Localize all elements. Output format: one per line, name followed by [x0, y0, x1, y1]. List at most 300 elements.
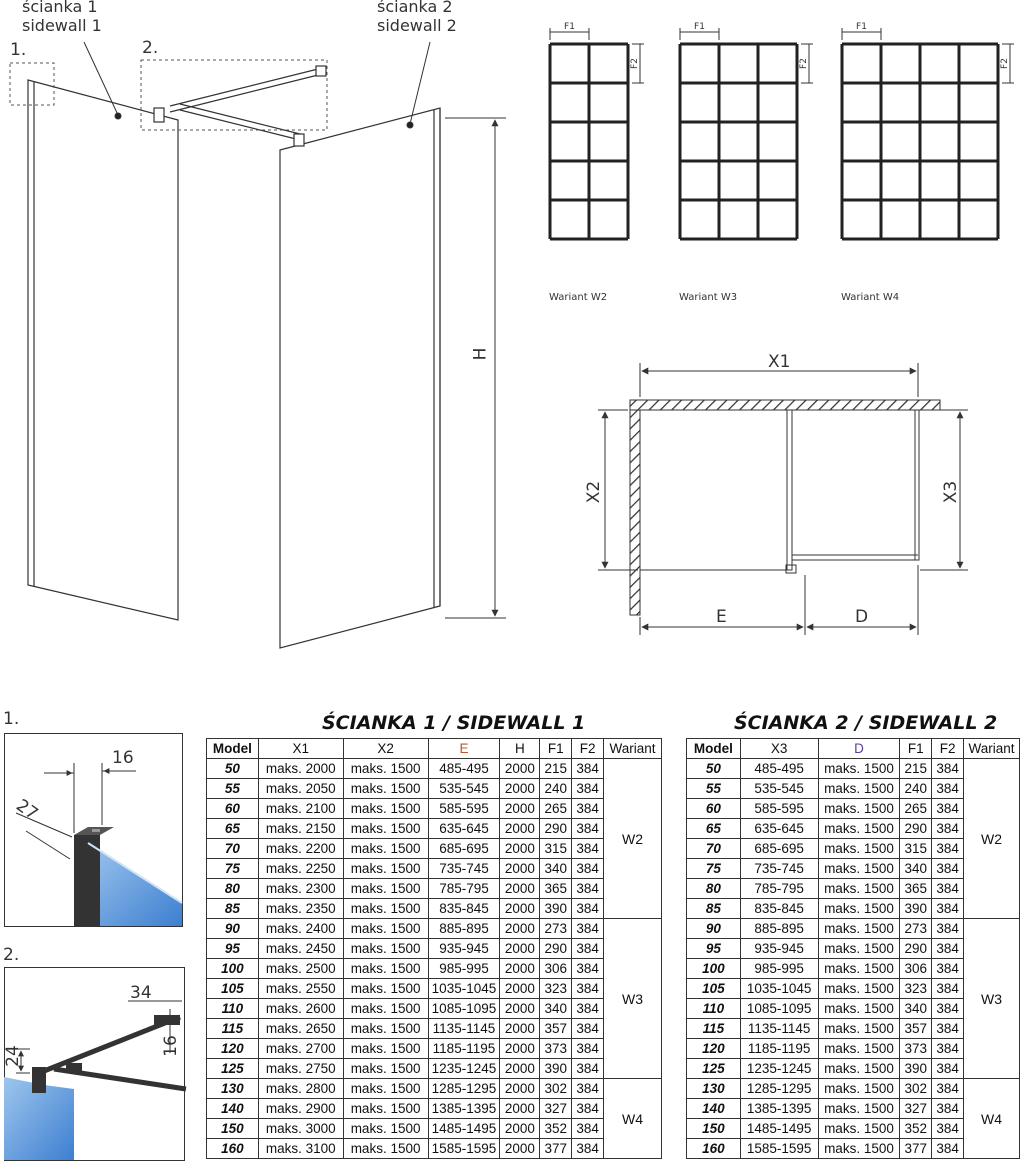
detail-2-dim-b: 24 [2, 1045, 23, 1067]
model-cell: 70 [207, 839, 259, 859]
sidewall-1-label-pl: ścianka 1 [22, 0, 98, 16]
model-cell: 110 [207, 999, 259, 1019]
model-cell: 95 [207, 939, 259, 959]
value-cell: 384 [572, 999, 604, 1019]
detail-2-box [141, 60, 327, 130]
value-cell: 384 [572, 1099, 604, 1119]
table-row [207, 1059, 662, 1079]
table-row [207, 839, 662, 859]
header-f2: F2 [572, 739, 604, 759]
value-cell: 384 [572, 839, 604, 859]
value-cell: 384 [932, 999, 964, 1019]
value-cell: 357 [540, 1019, 572, 1039]
model-cell: 125 [687, 1059, 741, 1079]
value-cell: 2000 [500, 839, 540, 859]
model-cell: 130 [687, 1079, 741, 1099]
value-cell: 835-845 [740, 899, 818, 919]
header-x3: X3 [740, 739, 818, 759]
value-cell: 2000 [500, 799, 540, 819]
model-cell: 110 [687, 999, 741, 1019]
variant-w2-label: Wariant W2 [549, 292, 608, 303]
value-cell: 2000 [500, 919, 540, 939]
f1-label: F1 [564, 22, 575, 32]
plan-d-label: D [855, 607, 869, 627]
value-cell: 384 [932, 979, 964, 999]
value-cell: 373 [900, 1039, 932, 1059]
value-cell: 323 [540, 979, 572, 999]
value-cell: 985-995 [428, 959, 500, 979]
header-h: H [500, 739, 540, 759]
detail-2-drawing [4, 967, 186, 1161]
sidewall-2-label-en: sidewall 2 [377, 16, 457, 35]
detail-2-dim-a: 34 [130, 983, 152, 1003]
table-row [207, 959, 662, 979]
value-cell: 1585-1595 [428, 1139, 500, 1159]
detail-1-dim-a: 16 [112, 748, 134, 768]
table-row [207, 859, 662, 879]
value-cell: maks. 1500 [343, 1059, 428, 1079]
variant-w4-label: Wariant W4 [841, 292, 900, 303]
variant-cell: W2 [604, 759, 662, 919]
value-cell: 265 [900, 799, 932, 819]
model-cell: 65 [687, 819, 741, 839]
table-row [687, 1079, 1020, 1099]
model-cell: 160 [687, 1139, 741, 1159]
detail-1-title: 1. [3, 709, 20, 729]
value-cell: 485-495 [740, 759, 818, 779]
value-cell: 635-645 [428, 819, 500, 839]
model-cell: 80 [687, 879, 741, 899]
table-row [207, 759, 662, 779]
table-row [207, 919, 662, 939]
value-cell: 390 [540, 899, 572, 919]
table-row [207, 779, 662, 799]
value-cell: 290 [540, 819, 572, 839]
value-cell: maks. 3000 [258, 1119, 343, 1139]
value-cell: 384 [572, 1059, 604, 1079]
table-row [207, 979, 662, 999]
value-cell: 384 [932, 1119, 964, 1139]
support-bars [154, 66, 326, 146]
value-cell: 384 [572, 859, 604, 879]
f1-label: F1 [694, 22, 705, 32]
value-cell: maks. 2700 [258, 1039, 343, 1059]
value-cell: maks. 3100 [258, 1139, 343, 1159]
plan-e-label: E [716, 607, 727, 627]
header-wariant: Wariant [964, 739, 1020, 759]
value-cell: maks. 1500 [343, 979, 428, 999]
value-cell: maks. 1500 [818, 799, 900, 819]
model-cell: 90 [687, 919, 741, 939]
value-cell: maks. 2500 [258, 959, 343, 979]
value-cell: maks. 2600 [258, 999, 343, 1019]
table-row [207, 1039, 662, 1059]
value-cell: 1185-1195 [740, 1039, 818, 1059]
f2-label: F2 [1000, 58, 1010, 69]
header-wariant: Wariant [604, 739, 662, 759]
table-row [207, 1019, 662, 1039]
value-cell: maks. 2100 [258, 799, 343, 819]
value-cell: 2000 [500, 1019, 540, 1039]
model-cell: 95 [687, 939, 741, 959]
model-cell: 75 [687, 859, 741, 879]
value-cell: maks. 1500 [818, 759, 900, 779]
table-row [207, 1119, 662, 1139]
left-wall [630, 410, 640, 615]
value-cell: maks. 2150 [258, 819, 343, 839]
sidewall-1-panel [28, 80, 178, 620]
value-cell: 384 [572, 1019, 604, 1039]
value-cell: 2000 [500, 1059, 540, 1079]
value-cell: 384 [572, 879, 604, 899]
value-cell: 357 [900, 1019, 932, 1039]
value-cell: 373 [540, 1039, 572, 1059]
variant-cell: W3 [964, 919, 1020, 1079]
value-cell: 377 [900, 1139, 932, 1159]
value-cell: maks. 2900 [258, 1099, 343, 1119]
value-cell: maks. 1500 [343, 1139, 428, 1159]
value-cell: 306 [900, 959, 932, 979]
sidewall-2-label-pl: ścianka 2 [377, 0, 453, 16]
value-cell: maks. 1500 [818, 819, 900, 839]
value-cell: maks. 1500 [343, 999, 428, 1019]
model-cell: 125 [207, 1059, 259, 1079]
value-cell: 302 [540, 1079, 572, 1099]
value-cell: 1285-1295 [740, 1079, 818, 1099]
model-cell: 55 [207, 779, 259, 799]
grid-wariant-w4 [842, 22, 1014, 239]
value-cell: 340 [540, 999, 572, 1019]
value-cell: 2000 [500, 1099, 540, 1119]
value-cell: 2000 [500, 1139, 540, 1159]
sidewall-1-table [206, 738, 662, 1159]
value-cell: 2000 [500, 759, 540, 779]
value-cell: 290 [900, 939, 932, 959]
model-cell: 160 [207, 1139, 259, 1159]
value-cell: maks. 1500 [343, 1099, 428, 1119]
model-cell: 100 [687, 959, 741, 979]
header-x2: X2 [343, 739, 428, 759]
value-cell: maks. 2650 [258, 1019, 343, 1039]
value-cell: 384 [932, 779, 964, 799]
value-cell: 1085-1095 [740, 999, 818, 1019]
value-cell: 327 [900, 1099, 932, 1119]
table-row [207, 939, 662, 959]
model-cell: 70 [687, 839, 741, 859]
value-cell: 2000 [500, 939, 540, 959]
value-cell: 340 [900, 999, 932, 1019]
value-cell: 315 [900, 839, 932, 859]
value-cell: maks. 1500 [818, 899, 900, 919]
value-cell: 384 [932, 1019, 964, 1039]
value-cell: 323 [900, 979, 932, 999]
value-cell: 384 [932, 1099, 964, 1119]
value-cell: maks. 2800 [258, 1079, 343, 1099]
value-cell: 384 [572, 939, 604, 959]
value-cell: 1285-1295 [428, 1079, 500, 1099]
value-cell: 352 [900, 1119, 932, 1139]
table-row [207, 999, 662, 1019]
value-cell: maks. 1500 [818, 1039, 900, 1059]
value-cell: maks. 2350 [258, 899, 343, 919]
value-cell: 384 [932, 959, 964, 979]
model-cell: 130 [207, 1079, 259, 1099]
value-cell: 384 [572, 799, 604, 819]
value-cell: maks. 1500 [343, 839, 428, 859]
value-cell: 384 [572, 979, 604, 999]
f2-label: F2 [799, 58, 809, 69]
value-cell: maks. 2050 [258, 779, 343, 799]
value-cell: 384 [572, 1079, 604, 1099]
detail-1-drawing [4, 733, 184, 927]
detail-1-marker: 1. [10, 40, 27, 60]
value-cell: 384 [932, 1039, 964, 1059]
value-cell: 384 [932, 1139, 964, 1159]
header-f2: F2 [932, 739, 964, 759]
value-cell: 215 [900, 759, 932, 779]
detail-2-marker: 2. [142, 38, 159, 58]
value-cell: 340 [540, 859, 572, 879]
value-cell: maks. 2400 [258, 919, 343, 939]
value-cell: 535-545 [740, 779, 818, 799]
value-cell: 384 [932, 759, 964, 779]
value-cell: 290 [540, 939, 572, 959]
value-cell: maks. 2200 [258, 839, 343, 859]
variant-cell: W2 [964, 759, 1020, 919]
value-cell: 384 [572, 1139, 604, 1159]
value-cell: 384 [572, 919, 604, 939]
detail-2-dim-c: 16 [160, 1035, 181, 1057]
table-2-title: ŚCIANKA 2 / SIDEWALL 2 [734, 712, 998, 734]
grid-wariant-w3 [680, 22, 813, 239]
value-cell: maks. 1500 [343, 1079, 428, 1099]
value-cell: 384 [572, 779, 604, 799]
detail-2-title: 2. [3, 945, 20, 965]
header-f1: F1 [900, 739, 932, 759]
value-cell: maks. 1500 [818, 1099, 900, 1119]
model-cell: 105 [687, 979, 741, 999]
table-row [207, 799, 662, 819]
value-cell: 384 [932, 879, 964, 899]
header-model: Model [687, 739, 741, 759]
value-cell: 384 [932, 1079, 964, 1099]
value-cell: maks. 2250 [258, 859, 343, 879]
value-cell: 935-945 [740, 939, 818, 959]
value-cell: maks. 1500 [818, 919, 900, 939]
value-cell: 1385-1395 [740, 1099, 818, 1119]
model-cell: 85 [687, 899, 741, 919]
plan-x1-label: X1 [768, 352, 791, 372]
value-cell: 302 [900, 1079, 932, 1099]
f1-label: F1 [856, 22, 867, 32]
table-row [207, 819, 662, 839]
value-cell: 215 [540, 759, 572, 779]
value-cell: 2000 [500, 819, 540, 839]
value-cell: maks. 1500 [818, 779, 900, 799]
detail-1-box [10, 63, 54, 105]
sidewall-leaders [84, 42, 430, 128]
value-cell: maks. 1500 [818, 1079, 900, 1099]
value-cell: 390 [900, 899, 932, 919]
value-cell: 340 [900, 859, 932, 879]
value-cell: 390 [540, 1059, 572, 1079]
detail-1-dim-b: 27 [12, 795, 42, 825]
value-cell: 384 [572, 759, 604, 779]
value-cell: 2000 [500, 1119, 540, 1139]
model-cell: 115 [687, 1019, 741, 1039]
value-cell: 384 [932, 799, 964, 819]
header-d: D [818, 739, 900, 759]
glass-panels [640, 410, 919, 573]
value-cell: maks. 1500 [343, 919, 428, 939]
value-cell: maks. 1500 [343, 799, 428, 819]
value-cell: 365 [540, 879, 572, 899]
value-cell: 384 [932, 919, 964, 939]
model-cell: 140 [207, 1099, 259, 1119]
model-cell: 90 [207, 919, 259, 939]
value-cell: 535-545 [428, 779, 500, 799]
top-wall [630, 400, 940, 410]
value-cell: 1035-1045 [740, 979, 818, 999]
value-cell: 2000 [500, 1039, 540, 1059]
table-row [207, 1099, 662, 1119]
value-cell: 1235-1245 [428, 1059, 500, 1079]
value-cell: 2000 [500, 959, 540, 979]
value-cell: 885-895 [428, 919, 500, 939]
value-cell: 1235-1245 [740, 1059, 818, 1079]
model-cell: 55 [687, 779, 741, 799]
model-cell: 60 [207, 799, 259, 819]
value-cell: 390 [900, 1059, 932, 1079]
value-cell: 384 [932, 839, 964, 859]
plan-view [590, 355, 990, 645]
value-cell: maks. 1500 [343, 879, 428, 899]
header-f1: F1 [540, 739, 572, 759]
value-cell: maks. 1500 [343, 1039, 428, 1059]
value-cell: maks. 2000 [258, 759, 343, 779]
value-cell: 384 [572, 1119, 604, 1139]
header-model: Model [207, 739, 259, 759]
plan-x3-label: X3 [941, 480, 962, 504]
value-cell: 240 [900, 779, 932, 799]
value-cell: 384 [572, 1039, 604, 1059]
value-cell: maks. 1500 [818, 1139, 900, 1159]
value-cell: 2000 [500, 859, 540, 879]
value-cell: 1385-1395 [428, 1099, 500, 1119]
value-cell: 384 [932, 1059, 964, 1079]
value-cell: maks. 1500 [343, 779, 428, 799]
value-cell: 2000 [500, 979, 540, 999]
table-1-title: ŚCIANKA 1 / SIDEWALL 1 [322, 712, 586, 734]
table-row [207, 899, 662, 919]
value-cell: 685-695 [428, 839, 500, 859]
value-cell: 352 [540, 1119, 572, 1139]
model-cell: 80 [207, 879, 259, 899]
value-cell: maks. 1500 [343, 859, 428, 879]
value-cell: 2000 [500, 779, 540, 799]
value-cell: 485-495 [428, 759, 500, 779]
value-cell: maks. 1500 [343, 819, 428, 839]
table-row [687, 919, 1020, 939]
grid-variants [540, 20, 1020, 290]
value-cell: 1485-1495 [428, 1119, 500, 1139]
value-cell: 384 [932, 859, 964, 879]
value-cell: maks. 1500 [818, 1059, 900, 1079]
value-cell: maks. 2550 [258, 979, 343, 999]
model-cell: 50 [207, 759, 259, 779]
value-cell: maks. 1500 [818, 959, 900, 979]
value-cell: maks. 1500 [818, 979, 900, 999]
value-cell: 735-745 [428, 859, 500, 879]
header-x1: X1 [258, 739, 343, 759]
value-cell: maks. 1500 [343, 759, 428, 779]
value-cell: 384 [572, 899, 604, 919]
value-cell: 885-895 [740, 919, 818, 939]
model-cell: 115 [207, 1019, 259, 1039]
value-cell: 2000 [500, 1079, 540, 1099]
value-cell: 384 [932, 939, 964, 959]
value-cell: 735-745 [740, 859, 818, 879]
header-e: E [428, 739, 500, 759]
plan-x2-label: X2 [584, 480, 605, 504]
value-cell: maks. 1500 [818, 839, 900, 859]
value-cell: 315 [540, 839, 572, 859]
value-cell: 1185-1195 [428, 1039, 500, 1059]
variant-w3-label: Wariant W3 [679, 292, 738, 303]
value-cell: 785-795 [428, 879, 500, 899]
value-cell: 935-945 [428, 939, 500, 959]
value-cell: 265 [540, 799, 572, 819]
value-cell: 240 [540, 779, 572, 799]
value-cell: 2000 [500, 999, 540, 1019]
value-cell: maks. 1500 [818, 1119, 900, 1139]
table-row [207, 1079, 662, 1099]
value-cell: 635-645 [740, 819, 818, 839]
table-row [207, 879, 662, 899]
model-cell: 120 [207, 1039, 259, 1059]
value-cell: 1135-1145 [740, 1019, 818, 1039]
value-cell: maks. 1500 [818, 939, 900, 959]
value-cell: 1585-1595 [740, 1139, 818, 1159]
value-cell: 365 [900, 879, 932, 899]
value-cell: maks. 1500 [343, 1019, 428, 1039]
value-cell: 384 [932, 899, 964, 919]
value-cell: 2000 [500, 899, 540, 919]
value-cell: 384 [572, 819, 604, 839]
value-cell: maks. 2300 [258, 879, 343, 899]
value-cell: maks. 1500 [818, 1019, 900, 1039]
model-cell: 65 [207, 819, 259, 839]
value-cell: 384 [932, 819, 964, 839]
table-row [207, 1139, 662, 1159]
sidewall-2-panel [280, 108, 440, 648]
value-cell: 273 [900, 919, 932, 939]
variant-cell: W3 [604, 919, 662, 1079]
value-cell: 685-695 [740, 839, 818, 859]
value-cell: maks. 1500 [343, 899, 428, 919]
value-cell: 306 [540, 959, 572, 979]
value-cell: maks. 1500 [818, 879, 900, 899]
model-cell: 60 [687, 799, 741, 819]
model-cell: 105 [207, 979, 259, 999]
value-cell: 585-595 [740, 799, 818, 819]
value-cell: 1085-1095 [428, 999, 500, 1019]
model-cell: 50 [687, 759, 741, 779]
value-cell: 1485-1495 [740, 1119, 818, 1139]
model-cell: 140 [687, 1099, 741, 1119]
model-cell: 85 [207, 899, 259, 919]
model-cell: 100 [207, 959, 259, 979]
